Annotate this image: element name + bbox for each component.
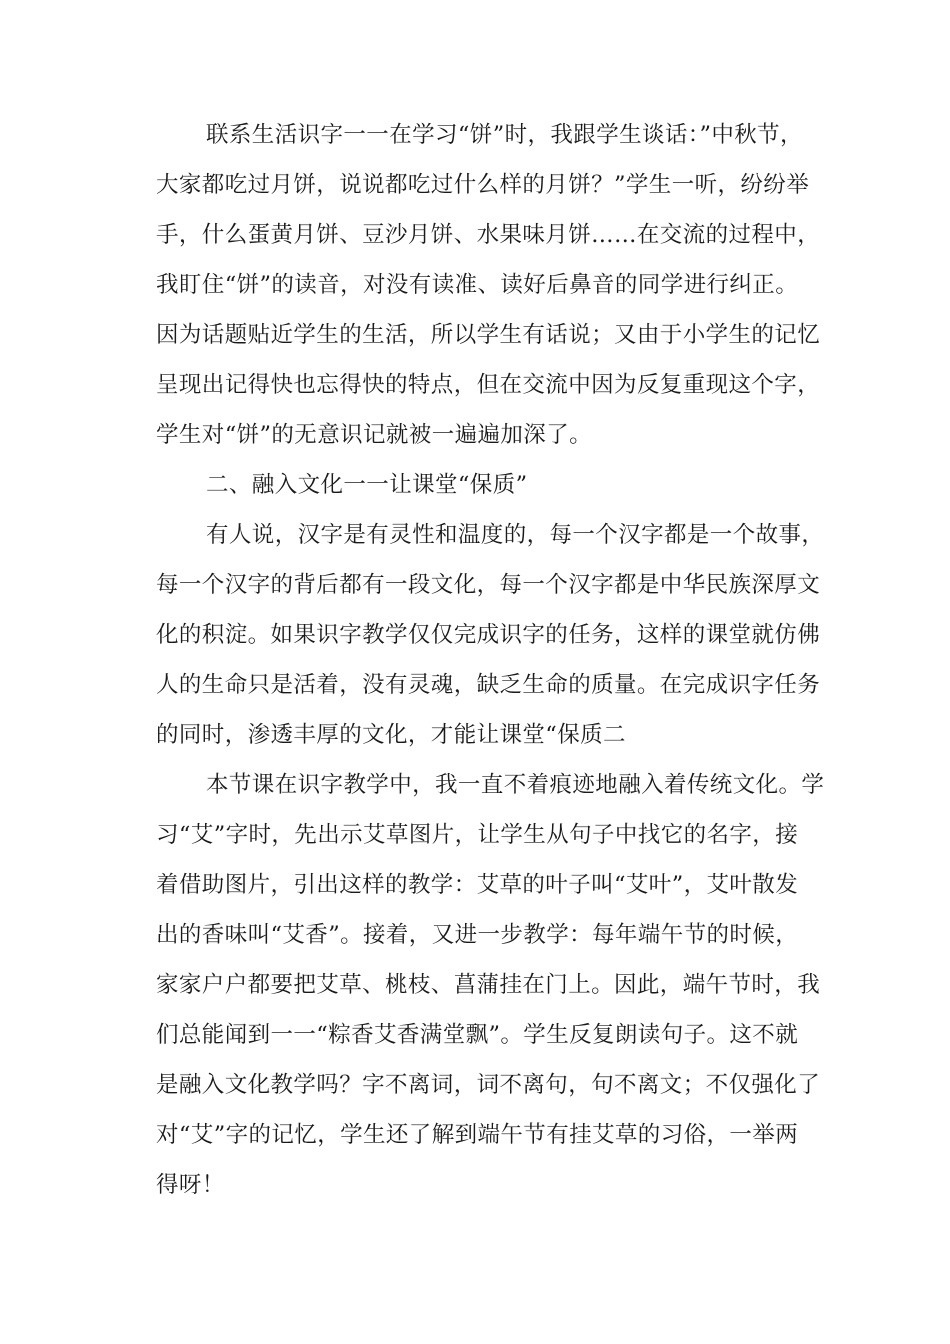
text-line: 得呀！ — [156, 1172, 225, 1198]
text-line: 大家都吃过月饼，说说都吃过什么样的月饼？”学生一听，纷纷举 — [156, 172, 810, 198]
text-line: 人的生命只是活着，没有灵魂，缺乏生命的质量。在完成识字任务 — [156, 672, 821, 698]
text-line: 学生对“饼”的无意识记就被一遍遍加深了。 — [156, 422, 593, 448]
text-line: 对“艾”字的记忆，学生还了解到端午节有挂艾草的习俗，一举两 — [156, 1122, 799, 1148]
text-line: 联系生活识字一一在学习“饼”时，我跟学生谈话：”中秋节， — [206, 122, 803, 148]
text-line: 是融入文化教学吗？字不离词，词不离句，句不离文；不仅强化了 — [156, 1072, 821, 1098]
text-line: 出的香味叫“艾香”。接着，又进一步教学：每年端午节的时候， — [156, 922, 799, 948]
text-line: 每一个汉字的背后都有一段文化，每一个汉字都是中华民族深厚文 — [156, 572, 821, 598]
text-line: 因为话题贴近学生的生活，所以学生有话说；又由于小学生的记忆 — [156, 322, 821, 348]
text-line: 本节课在识字教学中，我一直不着痕迹地融入着传统文化。学 — [206, 772, 825, 798]
text-line: 们总能闻到一一“粽香艾香满堂飘”。学生反复朗读句子。这不就 — [156, 1022, 799, 1048]
text-line: 有人说，汉字是有灵性和温度的，每一个汉字都是一个故事， — [206, 522, 825, 548]
section-heading: 二、融入文化一一让课堂“保质” — [206, 472, 528, 498]
text-line: 着借助图片，引出这样的教学：艾草的叶子叫“艾叶”，艾叶散发 — [156, 872, 799, 898]
text-line: 化的积淀。如果识字教学仅仅完成识字的任务，这样的课堂就仿佛 — [156, 622, 821, 648]
text-line: 呈现出记得快也忘得快的特点，但在交流中因为反复重现这个字， — [156, 372, 821, 398]
text-line: 家家户户都要把艾草、桃枝、菖蒲挂在门上。因此，端午节时，我 — [156, 972, 821, 998]
text-line: 习“艾”字时，先出示艾草图片，让学生从句子中找它的名字，接 — [156, 822, 799, 848]
text-line: 手，什么蛋黄月饼、豆沙月饼、水果味月饼……在交流的过程中， — [156, 222, 821, 248]
text-line: 的同时，渗透丰厚的文化，才能让课堂“保质二 — [156, 722, 626, 748]
text-line: 我盯住“饼”的读音，对没有读准、读好后鼻音的同学进行纠正。 — [156, 272, 799, 298]
